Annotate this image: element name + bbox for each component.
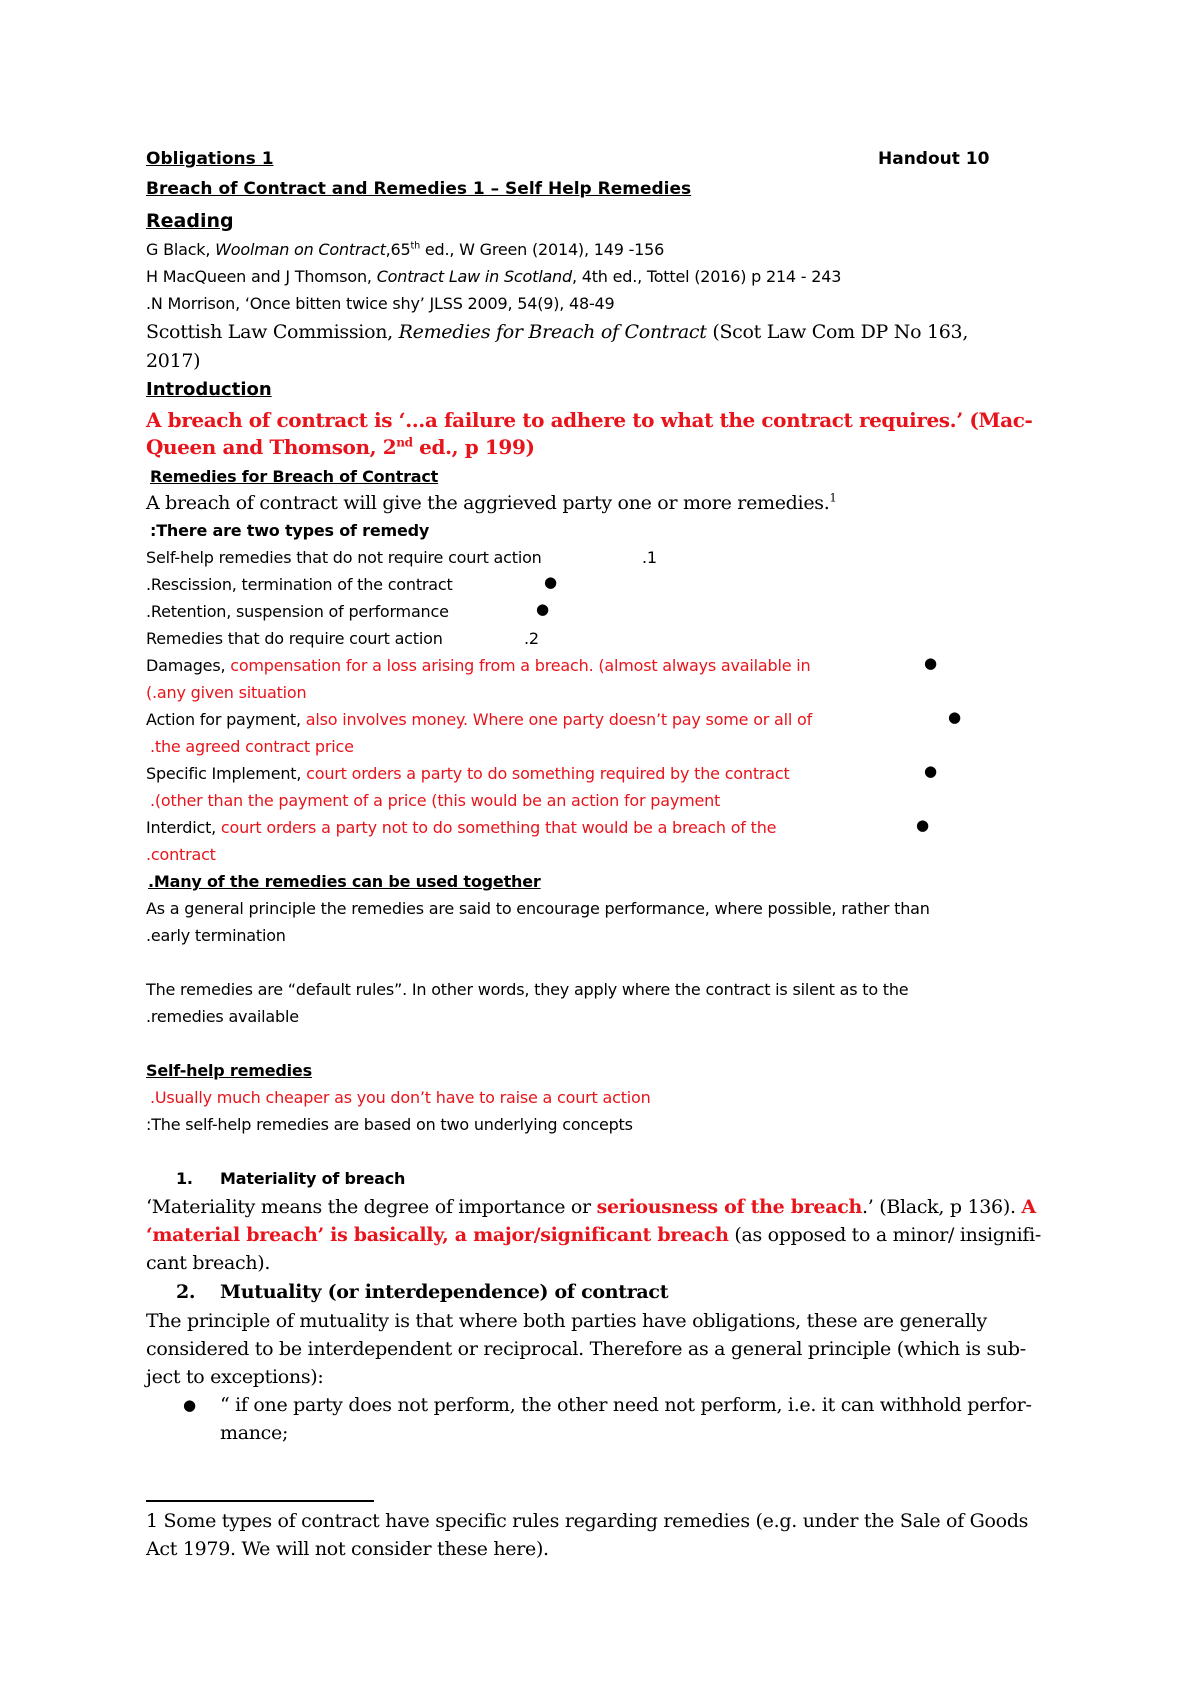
remedy-type-2: Remedies that do require court action <box>146 629 443 648</box>
remedy-type-1-number: .1 <box>642 548 657 567</box>
breach-definition-line2: Queen and Thomson, 2nd ed., p 199) <box>146 435 535 459</box>
remedy-type-1: Self-help remedies that do not require court action <box>146 548 542 567</box>
materiality-line3: cant breach). <box>146 1252 271 1274</box>
reading-item-slc: Scottish Law Commission, Remedies for Breach of Contract (Scot Law Com DP No 163, <box>146 321 969 343</box>
footnote-separator <box>146 1500 374 1502</box>
remedies-statement: A breach of contract will give the aggrieved party one or more remedies.$^1$ <box>146 490 837 514</box>
bullet-icon: ● <box>916 816 930 834</box>
remedy-interdict-cont: .contract <box>146 845 216 864</box>
remedies-together: .Many of the remedies can be used together <box>148 872 541 891</box>
reading-item-slc-year: 2017) <box>146 350 201 372</box>
materiality-line2: ‘material breach’ is basically, a major/significant breach (as opposed to a minor/ insignifi- <box>146 1224 1041 1246</box>
principle-line1: As a general principle the remedies are said to encourage performance, where possible, rather than <box>146 899 930 918</box>
self-help-concepts: :The self-help remedies are based on two underlying concepts <box>146 1115 633 1134</box>
breach-definition-line1: A breach of contract is ‘…a failure to adhere to what the contract requires.’ (Mac- <box>146 408 1033 432</box>
remedy-types-heading: :There are two types of remedy <box>150 521 430 540</box>
mutuality-line3: ject to exceptions): <box>146 1366 324 1388</box>
bullet-icon: ● <box>924 762 938 780</box>
remedies-heading: Remedies for Breach of Contract <box>150 467 439 486</box>
introduction-heading: Introduction <box>146 379 272 400</box>
remedy-specific-implement-cont: .(other than the payment of a price (this would be an action for payment <box>150 791 721 810</box>
default-rules-line1: The remedies are “default rules”. In other words, they apply where the contract is silent as to the <box>146 980 909 999</box>
bullet-icon: ● <box>183 1396 197 1414</box>
concept-1-title: Materiality of breach <box>220 1169 406 1188</box>
reading-item-black: G Black, Woolman on Contract,65th ed., W Green (2014), 149 -156 <box>146 240 665 259</box>
mutuality-bullet-line2: mance; <box>220 1422 289 1444</box>
remedy-specific-implement: Specific Implement, court orders a party to do something required by the contract <box>146 764 790 783</box>
reading-item-macqueen: H MacQueen and J Thomson, Contract Law in Scotland, 4th ed., Tottel (2016) p 214 - 243 <box>146 267 842 286</box>
bullet-icon: ● <box>924 654 938 672</box>
bullet-icon: ● <box>544 573 558 591</box>
concept-1-number: 1. <box>176 1169 193 1188</box>
remedy-interdict: Interdict, court orders a party not to do something that would be a breach of the <box>146 818 777 837</box>
mutuality-line2: considered to be interdependent or reciprocal. Therefore as a general principle (which is sub- <box>146 1338 1026 1360</box>
remedy-damages-cont: (.any given situation <box>146 683 307 702</box>
reading-item-morrison: .N Morrison, ‘Once bitten twice shy’ JLSS 2009, 54(9), 48-49 <box>146 294 615 313</box>
bullet-icon: ● <box>536 600 550 618</box>
mutuality-line1: The principle of mutuality is that where both parties have obligations, these are generally <box>146 1310 987 1332</box>
footnote-line1: 1 Some types of contract have specific rules regarding remedies (e.g. under the Sale of Goods <box>146 1510 1029 1532</box>
default-rules-line2: .remedies available <box>146 1007 299 1026</box>
remedy-type-2-number: .2 <box>524 629 539 648</box>
remedy-retention: .Retention, suspension of performance <box>146 602 449 621</box>
remedy-action-for-payment: Action for payment, also involves money. Where one party doesn’t pay some or all of <box>146 710 813 729</box>
self-help-heading: Self-help remedies <box>146 1061 312 1080</box>
remedy-rescission: .Rescission, termination of the contract <box>146 575 453 594</box>
remedy-action-for-payment-cont: .the agreed contract price <box>150 737 354 756</box>
reading-heading: Reading <box>146 210 234 232</box>
materiality-line1: ‘Materiality means the degree of importance or seriousness of the breach.’ (Black, p 136). A <box>146 1196 1036 1218</box>
concept-2-title: Mutuality (or interdependence) of contract <box>220 1281 669 1303</box>
principle-line2: .early termination <box>146 926 286 945</box>
handout-number: Handout 10 <box>878 149 990 169</box>
mutuality-bullet-line1: “ if one party does not perform, the other need not perform, i.e. it can withhold perfor- <box>220 1394 1032 1416</box>
bullet-icon: ● <box>948 708 962 726</box>
footnote-reference: 1 <box>829 490 837 505</box>
handout-subtitle: Breach of Contract and Remedies 1 – Self Help Remedies <box>146 179 692 199</box>
self-help-cheaper: .Usually much cheaper as you don’t have to raise a court action <box>150 1088 651 1107</box>
remedy-damages: Damages, compensation for a loss arising from a breach. (almost always available in <box>146 656 811 675</box>
concept-2-number: 2. <box>176 1281 196 1303</box>
course-title: Obligations 1 <box>146 149 274 169</box>
footnote-line2: Act 1979. We will not consider these here). <box>146 1538 549 1560</box>
